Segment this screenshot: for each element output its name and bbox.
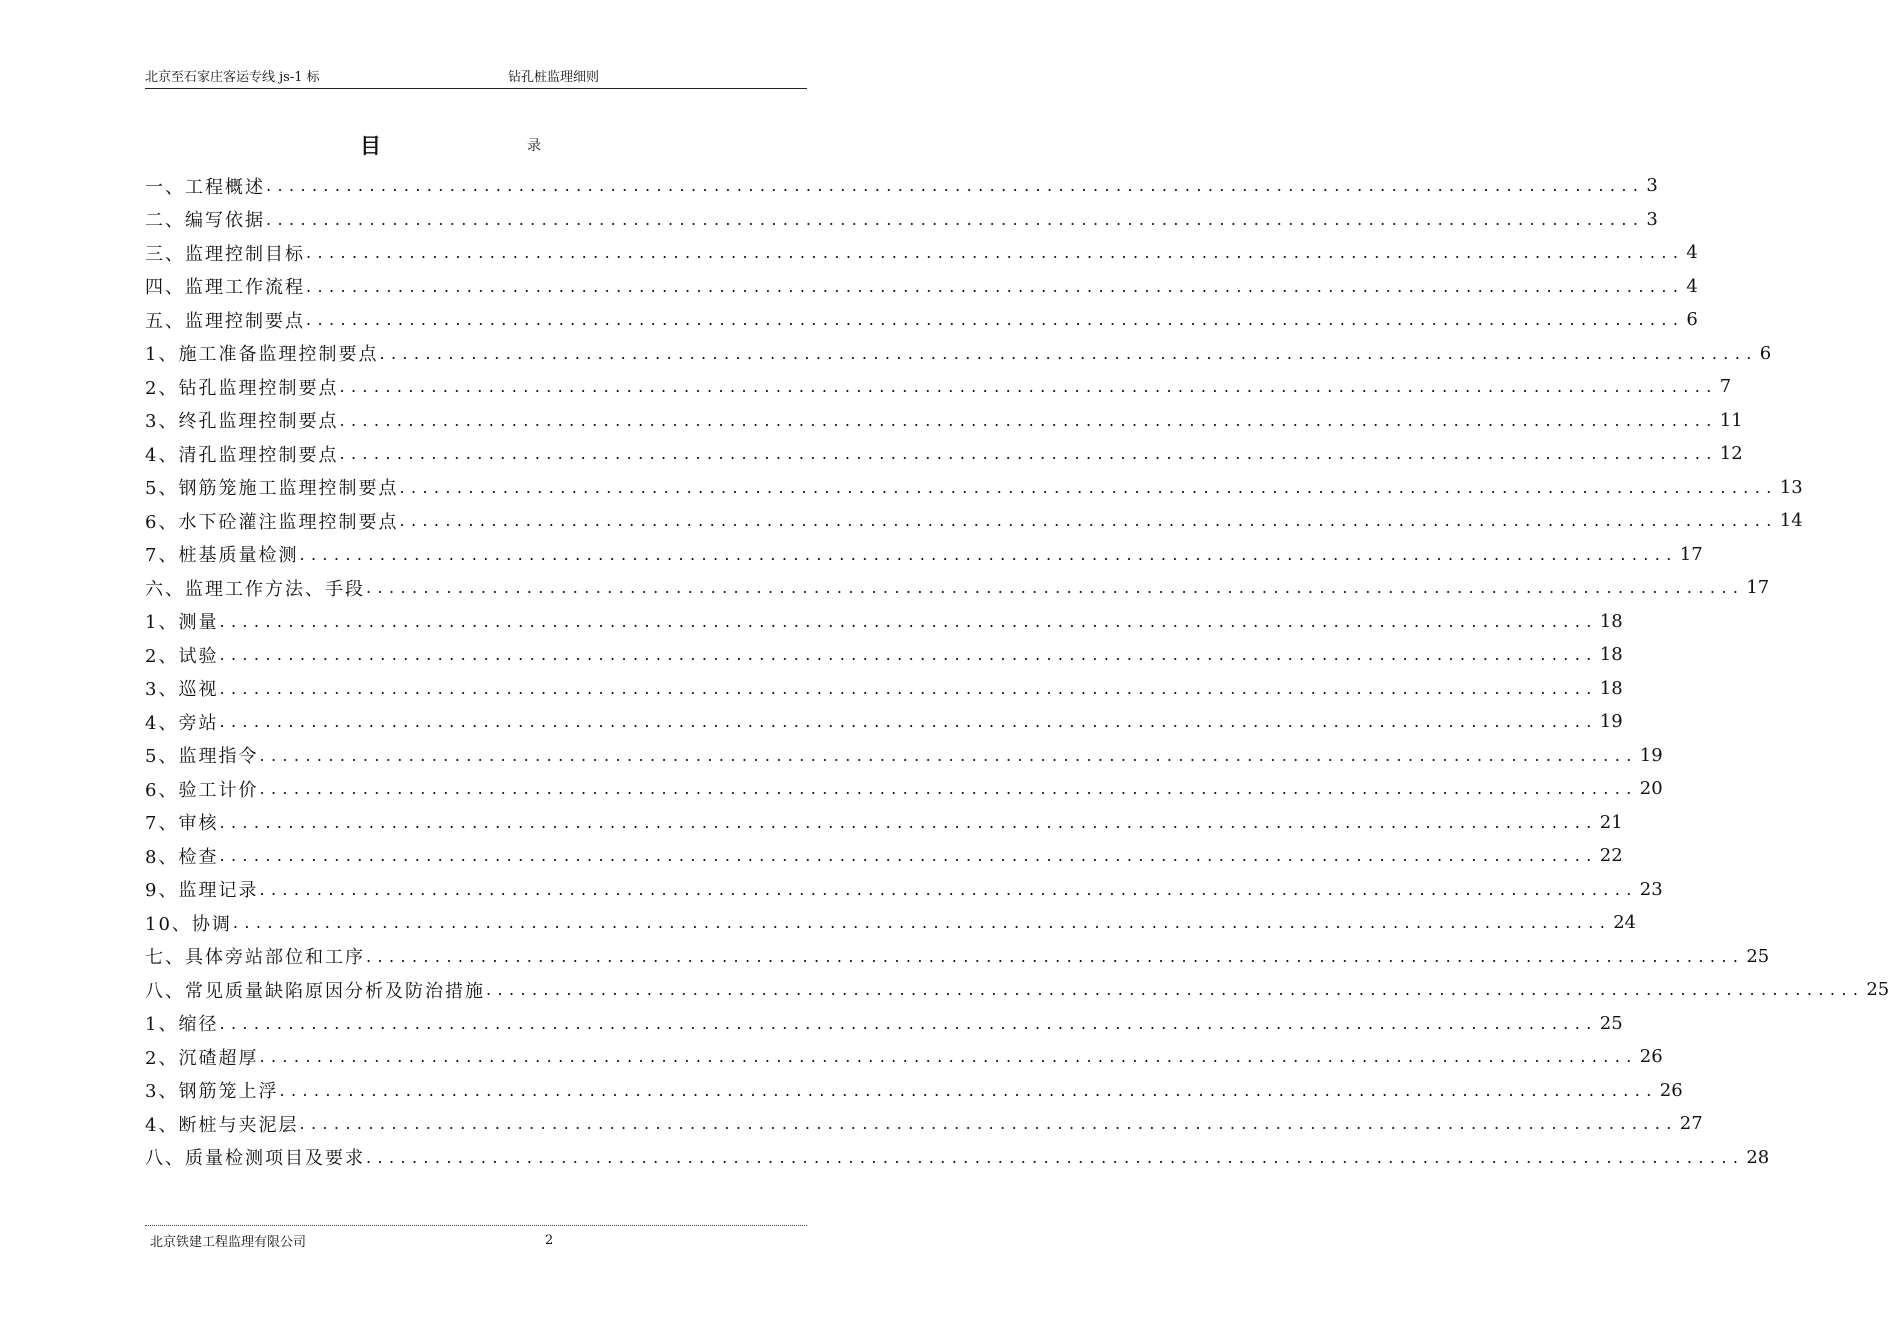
toc-entry-label: 5、监理指令 — [145, 746, 259, 768]
toc-entry-page: 3 — [1646, 175, 1658, 197]
toc-entry-label: 5、钢筋笼施工监理控制要点 — [145, 478, 399, 500]
toc-title — [0, 130, 950, 160]
toc-entry-label: 1、施工准备监理控制要点 — [145, 344, 379, 366]
toc-entry-label: 2、沉碴超厚 — [145, 1047, 259, 1069]
toc-entry-page: 24 — [1613, 912, 1637, 934]
toc-title-char-1: 目 — [360, 133, 381, 158]
toc-entry-page: 19 — [1639, 744, 1663, 766]
toc-leader-dots: ........................................................................................................................ — [399, 477, 1778, 497]
toc-entry[interactable] — [145, 672, 1623, 706]
toc-leader-dots: ........................................................................................................................ — [379, 343, 1758, 363]
toc-entry-page: 6 — [1759, 342, 1772, 364]
toc-leader-dots: ........................................................................................................................ — [259, 879, 1638, 899]
toc-entry-label: 8、检查 — [145, 846, 219, 868]
toc-entry-page: 25 — [1599, 1012, 1623, 1034]
toc-entry[interactable] — [145, 1074, 1683, 1108]
toc-entry-label: 二、编写依据 — [145, 210, 265, 232]
toc-entry-label: 6、验工计价 — [145, 779, 259, 801]
toc-entry[interactable] — [145, 772, 1663, 806]
toc-entry-page: 21 — [1599, 811, 1623, 833]
toc-entry[interactable] — [145, 806, 1623, 840]
toc-entry-label: 四、监理工作流程 — [145, 277, 305, 299]
toc-leader-dots: ........................................................................................................................ — [366, 578, 1745, 598]
toc-leader-dots: ........................................................................................................................ — [219, 1013, 1598, 1033]
toc-entry[interactable] — [145, 303, 1698, 337]
toc-leader-dots: ........................................................................................................................ — [259, 745, 1638, 765]
footer-divider — [145, 1225, 807, 1226]
toc-entry-page: 18 — [1599, 677, 1623, 699]
toc-entry-page: 4 — [1686, 242, 1698, 264]
toc-entry-label: 七、具体旁站部位和工序 — [145, 947, 365, 969]
toc-leader-dots: ........................................................................................................................ — [266, 209, 1645, 229]
toc-entry[interactable] — [145, 839, 1623, 873]
toc-entry[interactable] — [145, 940, 1770, 974]
toc-entry-page: 12 — [1719, 443, 1743, 465]
toc-leader-dots: ........................................................................................................................ — [306, 243, 1685, 263]
toc-entry-label: 五、监理控制要点 — [145, 310, 305, 332]
page-header — [145, 64, 807, 89]
toc-leader-dots: ........................................................................................................................ — [366, 946, 1745, 966]
toc-leader-dots: ........................................................................................................................ — [266, 176, 1645, 196]
toc-leader-dots: ........................................................................................................................ — [259, 779, 1638, 799]
toc-entry[interactable] — [145, 638, 1623, 672]
toc-leader-dots: ........................................................................................................................ — [339, 377, 1718, 397]
toc-entry[interactable] — [145, 906, 1637, 940]
toc-entry[interactable] — [145, 605, 1623, 639]
toc-entry-page: 22 — [1599, 845, 1623, 867]
toc-entry-page: 17 — [1679, 543, 1703, 565]
toc-entry-label: 八、质量检测项目及要求 — [145, 1148, 365, 1170]
toc-entry[interactable] — [145, 203, 1658, 237]
toc-entry-label: 10、协调 — [145, 913, 232, 935]
toc-entry-page: 11 — [1719, 409, 1743, 431]
toc-entry-page: 7 — [1719, 376, 1732, 398]
toc-entry-label: 4、断桩与夹泥层 — [145, 1114, 299, 1136]
toc-entry-label: 六、监理工作方法、手段 — [145, 578, 365, 600]
toc-entry-label: 2、钻孔监理控制要点 — [145, 377, 339, 399]
toc-leader-dots: ........................................................................................................................ — [299, 1114, 1678, 1134]
toc-entry-label: 八、常见质量缺陷原因分析及防治措施 — [145, 980, 485, 1002]
toc-entry-label: 3、钢筋笼上浮 — [145, 1081, 279, 1103]
toc-leader-dots: ........................................................................................................................ — [219, 712, 1598, 732]
toc-entry[interactable] — [145, 1007, 1623, 1041]
toc-entry[interactable] — [145, 571, 1770, 605]
toc-entry-label: 一、工程概述 — [145, 176, 265, 198]
toc-entry[interactable] — [145, 1040, 1663, 1074]
toc-entry-page: 4 — [1686, 275, 1698, 297]
toc-entry[interactable] — [145, 370, 1732, 404]
toc-leader-dots: ........................................................................................................................ — [399, 511, 1778, 531]
toc-leader-dots: ........................................................................................................................ — [259, 1047, 1638, 1067]
toc-entry-label: 7、桩基质量检测 — [145, 545, 299, 567]
toc-leader-dots: ........................................................................................................................ — [339, 444, 1718, 464]
toc-entry-page: 3 — [1646, 208, 1658, 230]
toc-entry-page: 17 — [1746, 577, 1770, 599]
table-of-contents — [145, 169, 1889, 1174]
toc-entry-label: 4、清孔监理控制要点 — [145, 444, 339, 466]
toc-leader-dots: ........................................................................................................................ — [219, 645, 1598, 665]
toc-leader-dots: ........................................................................................................................ — [219, 611, 1598, 631]
toc-leader-dots: ........................................................................................................................ — [366, 1147, 1745, 1167]
toc-entry-label: 4、旁站 — [145, 712, 219, 734]
toc-entry[interactable] — [145, 739, 1663, 773]
toc-entry[interactable] — [145, 705, 1623, 739]
header-document-title: 钻孔桩监理细则 — [508, 70, 600, 85]
toc-entry-page: 13 — [1779, 476, 1803, 498]
toc-entry-page: 28 — [1746, 1146, 1770, 1168]
toc-leader-dots: ........................................................................................................................ — [486, 980, 1865, 1000]
toc-entry[interactable] — [145, 538, 1703, 572]
toc-entry[interactable] — [145, 437, 1743, 471]
toc-title-char-2: 录 — [527, 138, 541, 154]
toc-entry-page: 20 — [1639, 778, 1663, 800]
toc-entry-page: 19 — [1599, 711, 1623, 733]
toc-entry-page: 25 — [1866, 979, 1889, 1001]
toc-entry-page: 26 — [1639, 1046, 1663, 1068]
toc-entry-label: 1、缩径 — [145, 1014, 219, 1036]
toc-leader-dots: ........................................................................................................................ — [306, 310, 1685, 330]
footer-company-name: 北京铁建工程监理有限公司 — [150, 1235, 307, 1250]
toc-entry-page: 18 — [1599, 610, 1623, 632]
toc-leader-dots: ........................................................................................................................ — [219, 678, 1598, 698]
toc-entry[interactable] — [145, 1107, 1703, 1141]
toc-entry-page: 23 — [1639, 878, 1663, 900]
toc-leader-dots: ........................................................................................................................ — [219, 846, 1598, 866]
toc-leader-dots: ........................................................................................................................ — [279, 1080, 1658, 1100]
toc-entry-label: 9、监理记录 — [145, 880, 259, 902]
toc-entry-label: 三、监理控制目标 — [145, 243, 305, 265]
toc-entry[interactable] — [145, 169, 1658, 203]
toc-entry-page: 14 — [1779, 510, 1803, 532]
toc-entry[interactable] — [145, 973, 1889, 1007]
toc-entry-page: 27 — [1679, 1113, 1703, 1135]
toc-entry-label: 7、审核 — [145, 813, 219, 835]
toc-entry[interactable] — [145, 471, 1803, 505]
toc-entry[interactable] — [145, 404, 1743, 438]
toc-leader-dots: ........................................................................................................................ — [232, 913, 1612, 933]
toc-entry-page: 25 — [1746, 945, 1770, 967]
toc-entry[interactable] — [145, 504, 1803, 538]
toc-entry-label: 2、试验 — [145, 645, 219, 667]
toc-entry-label: 3、终孔监理控制要点 — [145, 411, 339, 433]
toc-leader-dots: ........................................................................................................................ — [306, 276, 1685, 296]
toc-entry[interactable] — [145, 270, 1698, 304]
toc-entry-page: 18 — [1599, 644, 1623, 666]
header-project-name: 北京至石家庄客运专线 js-1 标 — [145, 70, 320, 85]
toc-leader-dots: ........................................................................................................................ — [219, 812, 1598, 832]
toc-entry-label: 1、测量 — [145, 612, 219, 634]
toc-entry-label: 6、水下砼灌注监理控制要点 — [145, 511, 399, 533]
footer-page-number: 2 — [545, 1233, 554, 1248]
toc-entry[interactable] — [145, 236, 1698, 270]
toc-entry[interactable] — [145, 1141, 1770, 1175]
toc-leader-dots: ........................................................................................................................ — [339, 410, 1718, 430]
toc-leader-dots: ........................................................................................................................ — [299, 544, 1678, 564]
toc-entry-page: 6 — [1686, 309, 1698, 331]
toc-entry[interactable] — [145, 873, 1663, 907]
toc-entry-page: 26 — [1659, 1079, 1683, 1101]
toc-entry-label: 3、巡视 — [145, 679, 219, 701]
toc-entry[interactable] — [145, 337, 1772, 371]
